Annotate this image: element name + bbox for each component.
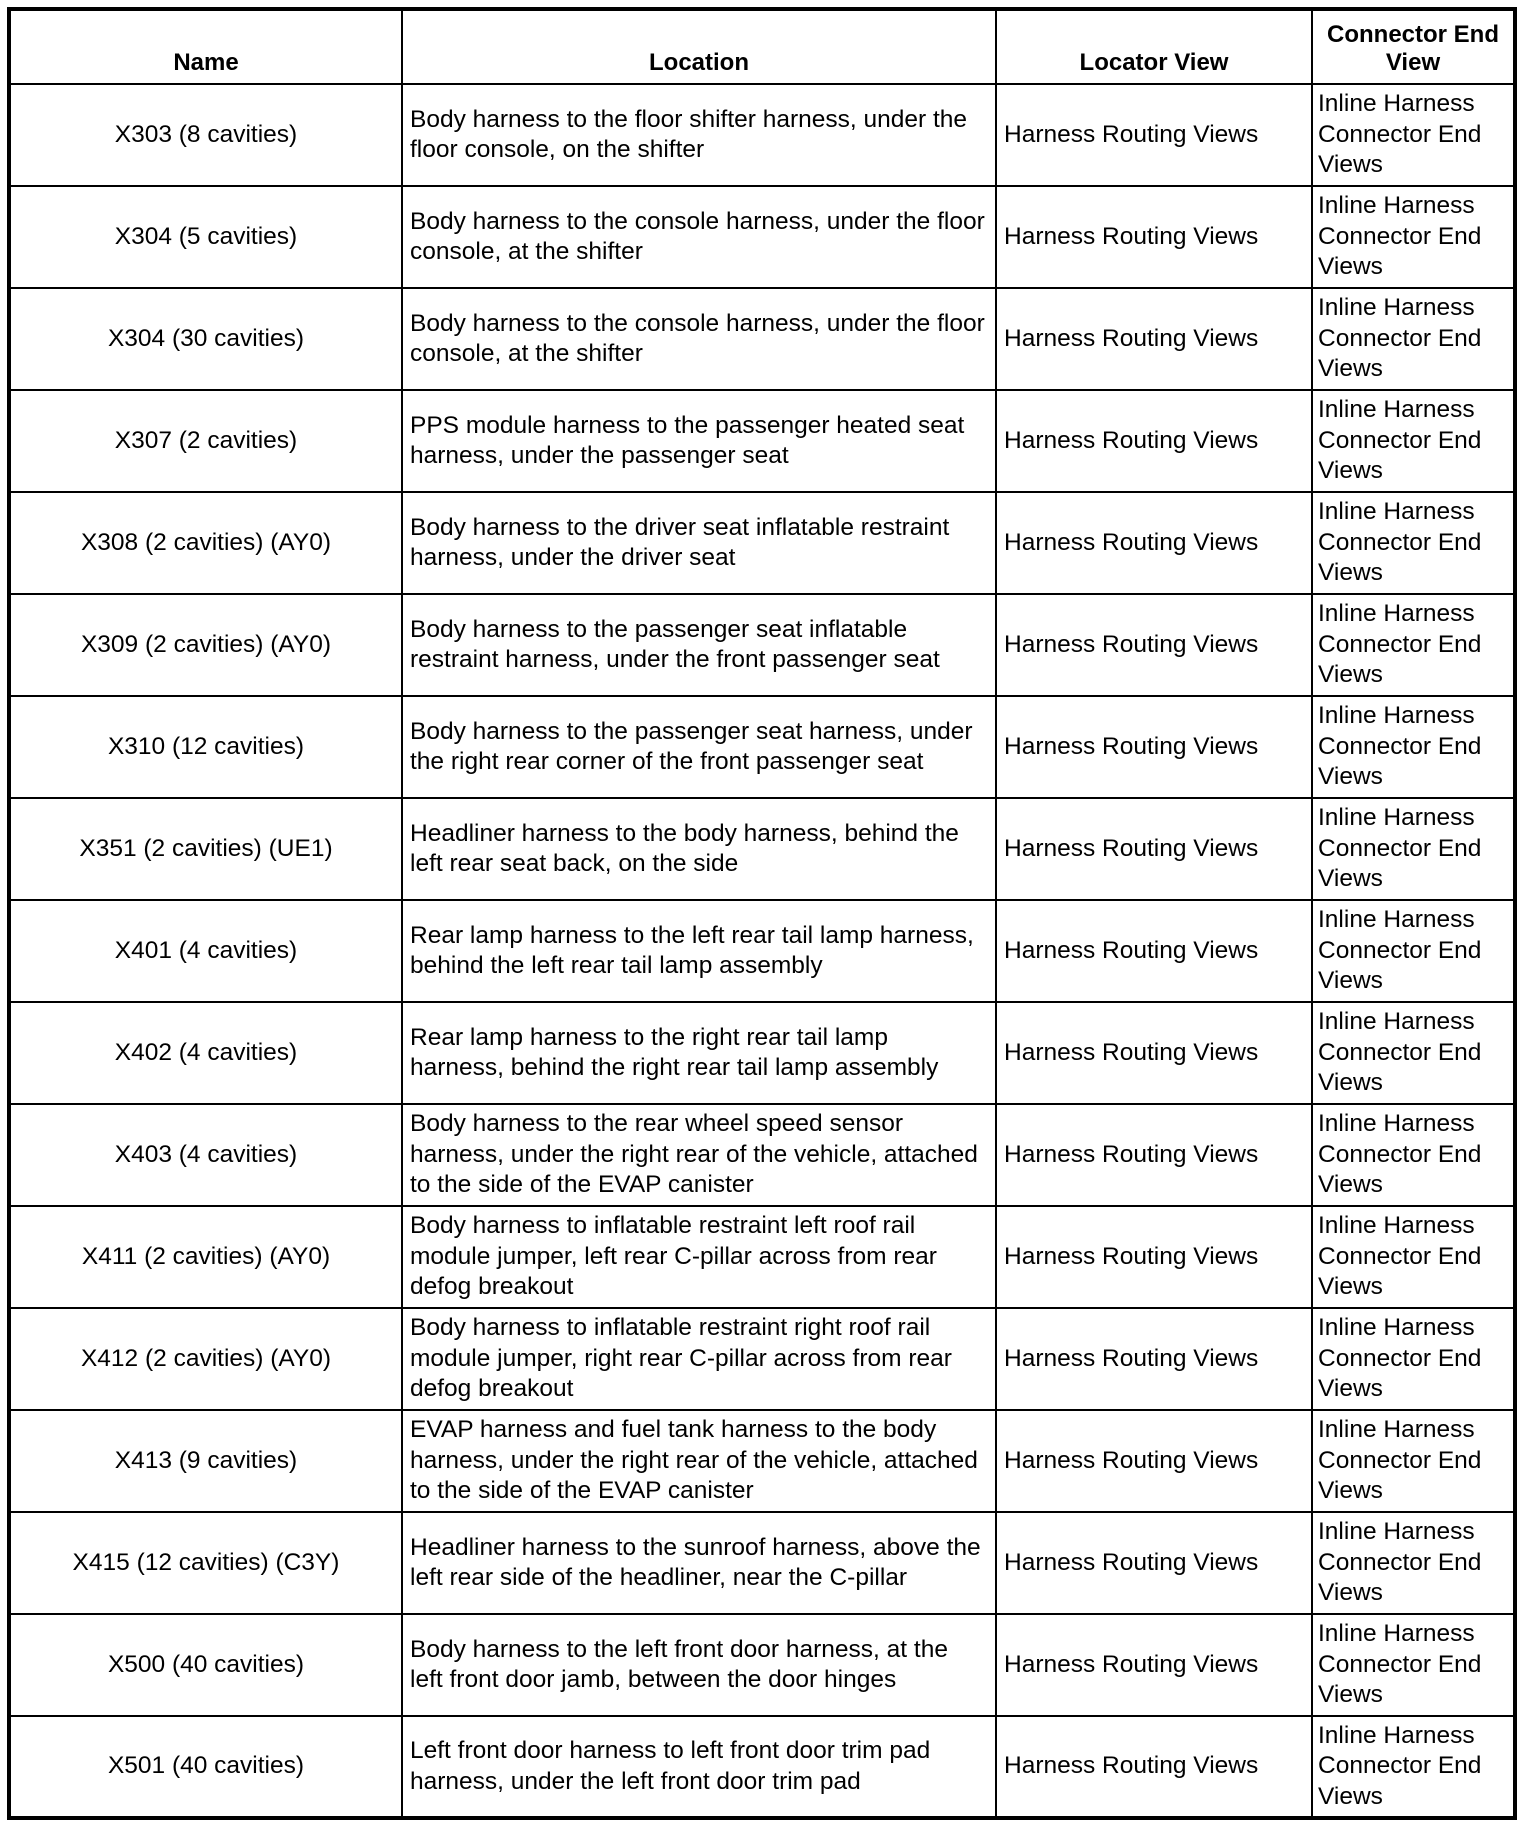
table-row [9, 390, 1515, 492]
locator-view-link[interactable]: Harness Routing Views [996, 1716, 1312, 1818]
location-cell: Body harness to the console harness, under the floor console, at the shifter [402, 186, 996, 288]
connector-name-cell: X402 (4 cavities) [9, 1002, 402, 1104]
location-cell: Body harness to the passenger seat harness, under the right rear corner of the front passenger seat [402, 696, 996, 798]
location-cell: Body harness to the driver seat inflatable restraint harness, under the driver seat [402, 492, 996, 594]
connector-end-view-link[interactable]: Inline Harness Connector End Views [1312, 1104, 1515, 1206]
header-location: Location [402, 9, 996, 84]
locator-view-link[interactable]: Harness Routing Views [996, 1002, 1312, 1104]
locator-view-link[interactable]: Harness Routing Views [996, 1410, 1312, 1512]
location-cell: Body harness to the passenger seat inflatable restraint harness, under the front passenger seat [402, 594, 996, 696]
location-cell: Headliner harness to the sunroof harness, above the left rear side of the headliner, near the C-pillar [402, 1512, 996, 1614]
connector-end-view-link[interactable]: Inline Harness Connector End Views [1312, 1308, 1515, 1410]
connector-name-cell: X304 (5 cavities) [9, 186, 402, 288]
locator-view-link[interactable]: Harness Routing Views [996, 84, 1312, 186]
connector-name-cell: X403 (4 cavities) [9, 1104, 402, 1206]
header-locator-view: Locator View [996, 9, 1312, 84]
locator-view-link[interactable]: Harness Routing Views [996, 288, 1312, 390]
table-row [9, 1308, 1515, 1410]
connector-end-view-link[interactable]: Inline Harness Connector End Views [1312, 594, 1515, 696]
locator-view-link[interactable]: Harness Routing Views [996, 1308, 1312, 1410]
location-cell: Left front door harness to left front door trim pad harness, under the left front door trim pad [402, 1716, 996, 1818]
location-cell: Body harness to the floor shifter harness, under the floor console, on the shifter [402, 84, 996, 186]
location-cell: Rear lamp harness to the right rear tail lamp harness, behind the right rear tail lamp assembly [402, 1002, 996, 1104]
connector-name-cell: X351 (2 cavities) (UE1) [9, 798, 402, 900]
connector-end-view-link[interactable]: Inline Harness Connector End Views [1312, 1002, 1515, 1104]
connector-end-view-link[interactable]: Inline Harness Connector End Views [1312, 798, 1515, 900]
connector-end-view-link[interactable]: Inline Harness Connector End Views [1312, 1716, 1515, 1818]
connector-end-view-link[interactable]: Inline Harness Connector End Views [1312, 390, 1515, 492]
table-row [9, 492, 1515, 594]
connector-end-view-link[interactable]: Inline Harness Connector End Views [1312, 84, 1515, 186]
connector-name-cell: X307 (2 cavities) [9, 390, 402, 492]
table-row [9, 84, 1515, 186]
connector-name-cell: X303 (8 cavities) [9, 84, 402, 186]
connector-end-view-link[interactable]: Inline Harness Connector End Views [1312, 1512, 1515, 1614]
connector-name-cell: X309 (2 cavities) (AY0) [9, 594, 402, 696]
locator-view-link[interactable]: Harness Routing Views [996, 186, 1312, 288]
connector-end-view-link[interactable]: Inline Harness Connector End Views [1312, 186, 1515, 288]
locator-view-link[interactable]: Harness Routing Views [996, 1512, 1312, 1614]
connector-name-cell: X310 (12 cavities) [9, 696, 402, 798]
locator-view-link[interactable]: Harness Routing Views [996, 1104, 1312, 1206]
locator-view-link[interactable]: Harness Routing Views [996, 798, 1312, 900]
locator-view-link[interactable]: Harness Routing Views [996, 492, 1312, 594]
table-row [9, 1410, 1515, 1512]
connector-end-view-link[interactable]: Inline Harness Connector End Views [1312, 900, 1515, 1002]
connector-table [7, 7, 1517, 1820]
location-cell: Body harness to inflatable restraint right roof rail module jumper, right rear C-pillar across from rear defog breakout [402, 1308, 996, 1410]
table-row [9, 1512, 1515, 1614]
location-cell: Body harness to the console harness, under the floor console, at the shifter [402, 288, 996, 390]
table-row [9, 1716, 1515, 1818]
table-row [9, 696, 1515, 798]
table-row [9, 900, 1515, 1002]
locator-view-link[interactable]: Harness Routing Views [996, 1206, 1312, 1308]
table-row [9, 288, 1515, 390]
location-cell: PPS module harness to the passenger heated seat harness, under the passenger seat [402, 390, 996, 492]
connector-name-cell: X308 (2 cavities) (AY0) [9, 492, 402, 594]
connector-end-view-link[interactable]: Inline Harness Connector End Views [1312, 696, 1515, 798]
header-name: Name [9, 9, 402, 84]
location-cell: Headliner harness to the body harness, behind the left rear seat back, on the side [402, 798, 996, 900]
table-row [9, 1206, 1515, 1308]
connector-name-cell: X501 (40 cavities) [9, 1716, 402, 1818]
connector-end-view-link[interactable]: Inline Harness Connector End Views [1312, 1410, 1515, 1512]
connector-name-cell: X304 (30 cavities) [9, 288, 402, 390]
table-row [9, 798, 1515, 900]
location-cell: Body harness to the left front door harness, at the left front door jamb, between the door hinges [402, 1614, 996, 1716]
locator-view-link[interactable]: Harness Routing Views [996, 900, 1312, 1002]
table-row [9, 594, 1515, 696]
connector-name-cell: X415 (12 cavities) (C3Y) [9, 1512, 402, 1614]
table-body [9, 84, 1515, 1818]
header-connector-end-view: Connector End View [1312, 9, 1515, 84]
locator-view-link[interactable]: Harness Routing Views [996, 1614, 1312, 1716]
connector-name-cell: X401 (4 cavities) [9, 900, 402, 1002]
locator-view-link[interactable]: Harness Routing Views [996, 390, 1312, 492]
connector-name-cell: X500 (40 cavities) [9, 1614, 402, 1716]
location-cell: Body harness to inflatable restraint left roof rail module jumper, left rear C-pillar across from rear defog breakout [402, 1206, 996, 1308]
location-cell: Rear lamp harness to the left rear tail lamp harness, behind the left rear tail lamp assembly [402, 900, 996, 1002]
connector-name-cell: X411 (2 cavities) (AY0) [9, 1206, 402, 1308]
table-row [9, 1614, 1515, 1716]
connector-end-view-link[interactable]: Inline Harness Connector End Views [1312, 288, 1515, 390]
location-cell: Body harness to the rear wheel speed sensor harness, under the right rear of the vehicle, attached to the side of the EVAP canister [402, 1104, 996, 1206]
table-header-row [9, 9, 1515, 84]
connector-name-cell: X412 (2 cavities) (AY0) [9, 1308, 402, 1410]
locator-view-link[interactable]: Harness Routing Views [996, 594, 1312, 696]
connector-name-cell: X413 (9 cavities) [9, 1410, 402, 1512]
connector-table-container [7, 7, 1513, 1818]
connector-end-view-link[interactable]: Inline Harness Connector End Views [1312, 492, 1515, 594]
connector-end-view-link[interactable]: Inline Harness Connector End Views [1312, 1614, 1515, 1716]
connector-end-view-link[interactable]: Inline Harness Connector End Views [1312, 1206, 1515, 1308]
table-row [9, 1002, 1515, 1104]
locator-view-link[interactable]: Harness Routing Views [996, 696, 1312, 798]
location-cell: EVAP harness and fuel tank harness to the body harness, under the right rear of the vehicle, attached to the side of the EVAP canister [402, 1410, 996, 1512]
table-row [9, 186, 1515, 288]
table-row [9, 1104, 1515, 1206]
